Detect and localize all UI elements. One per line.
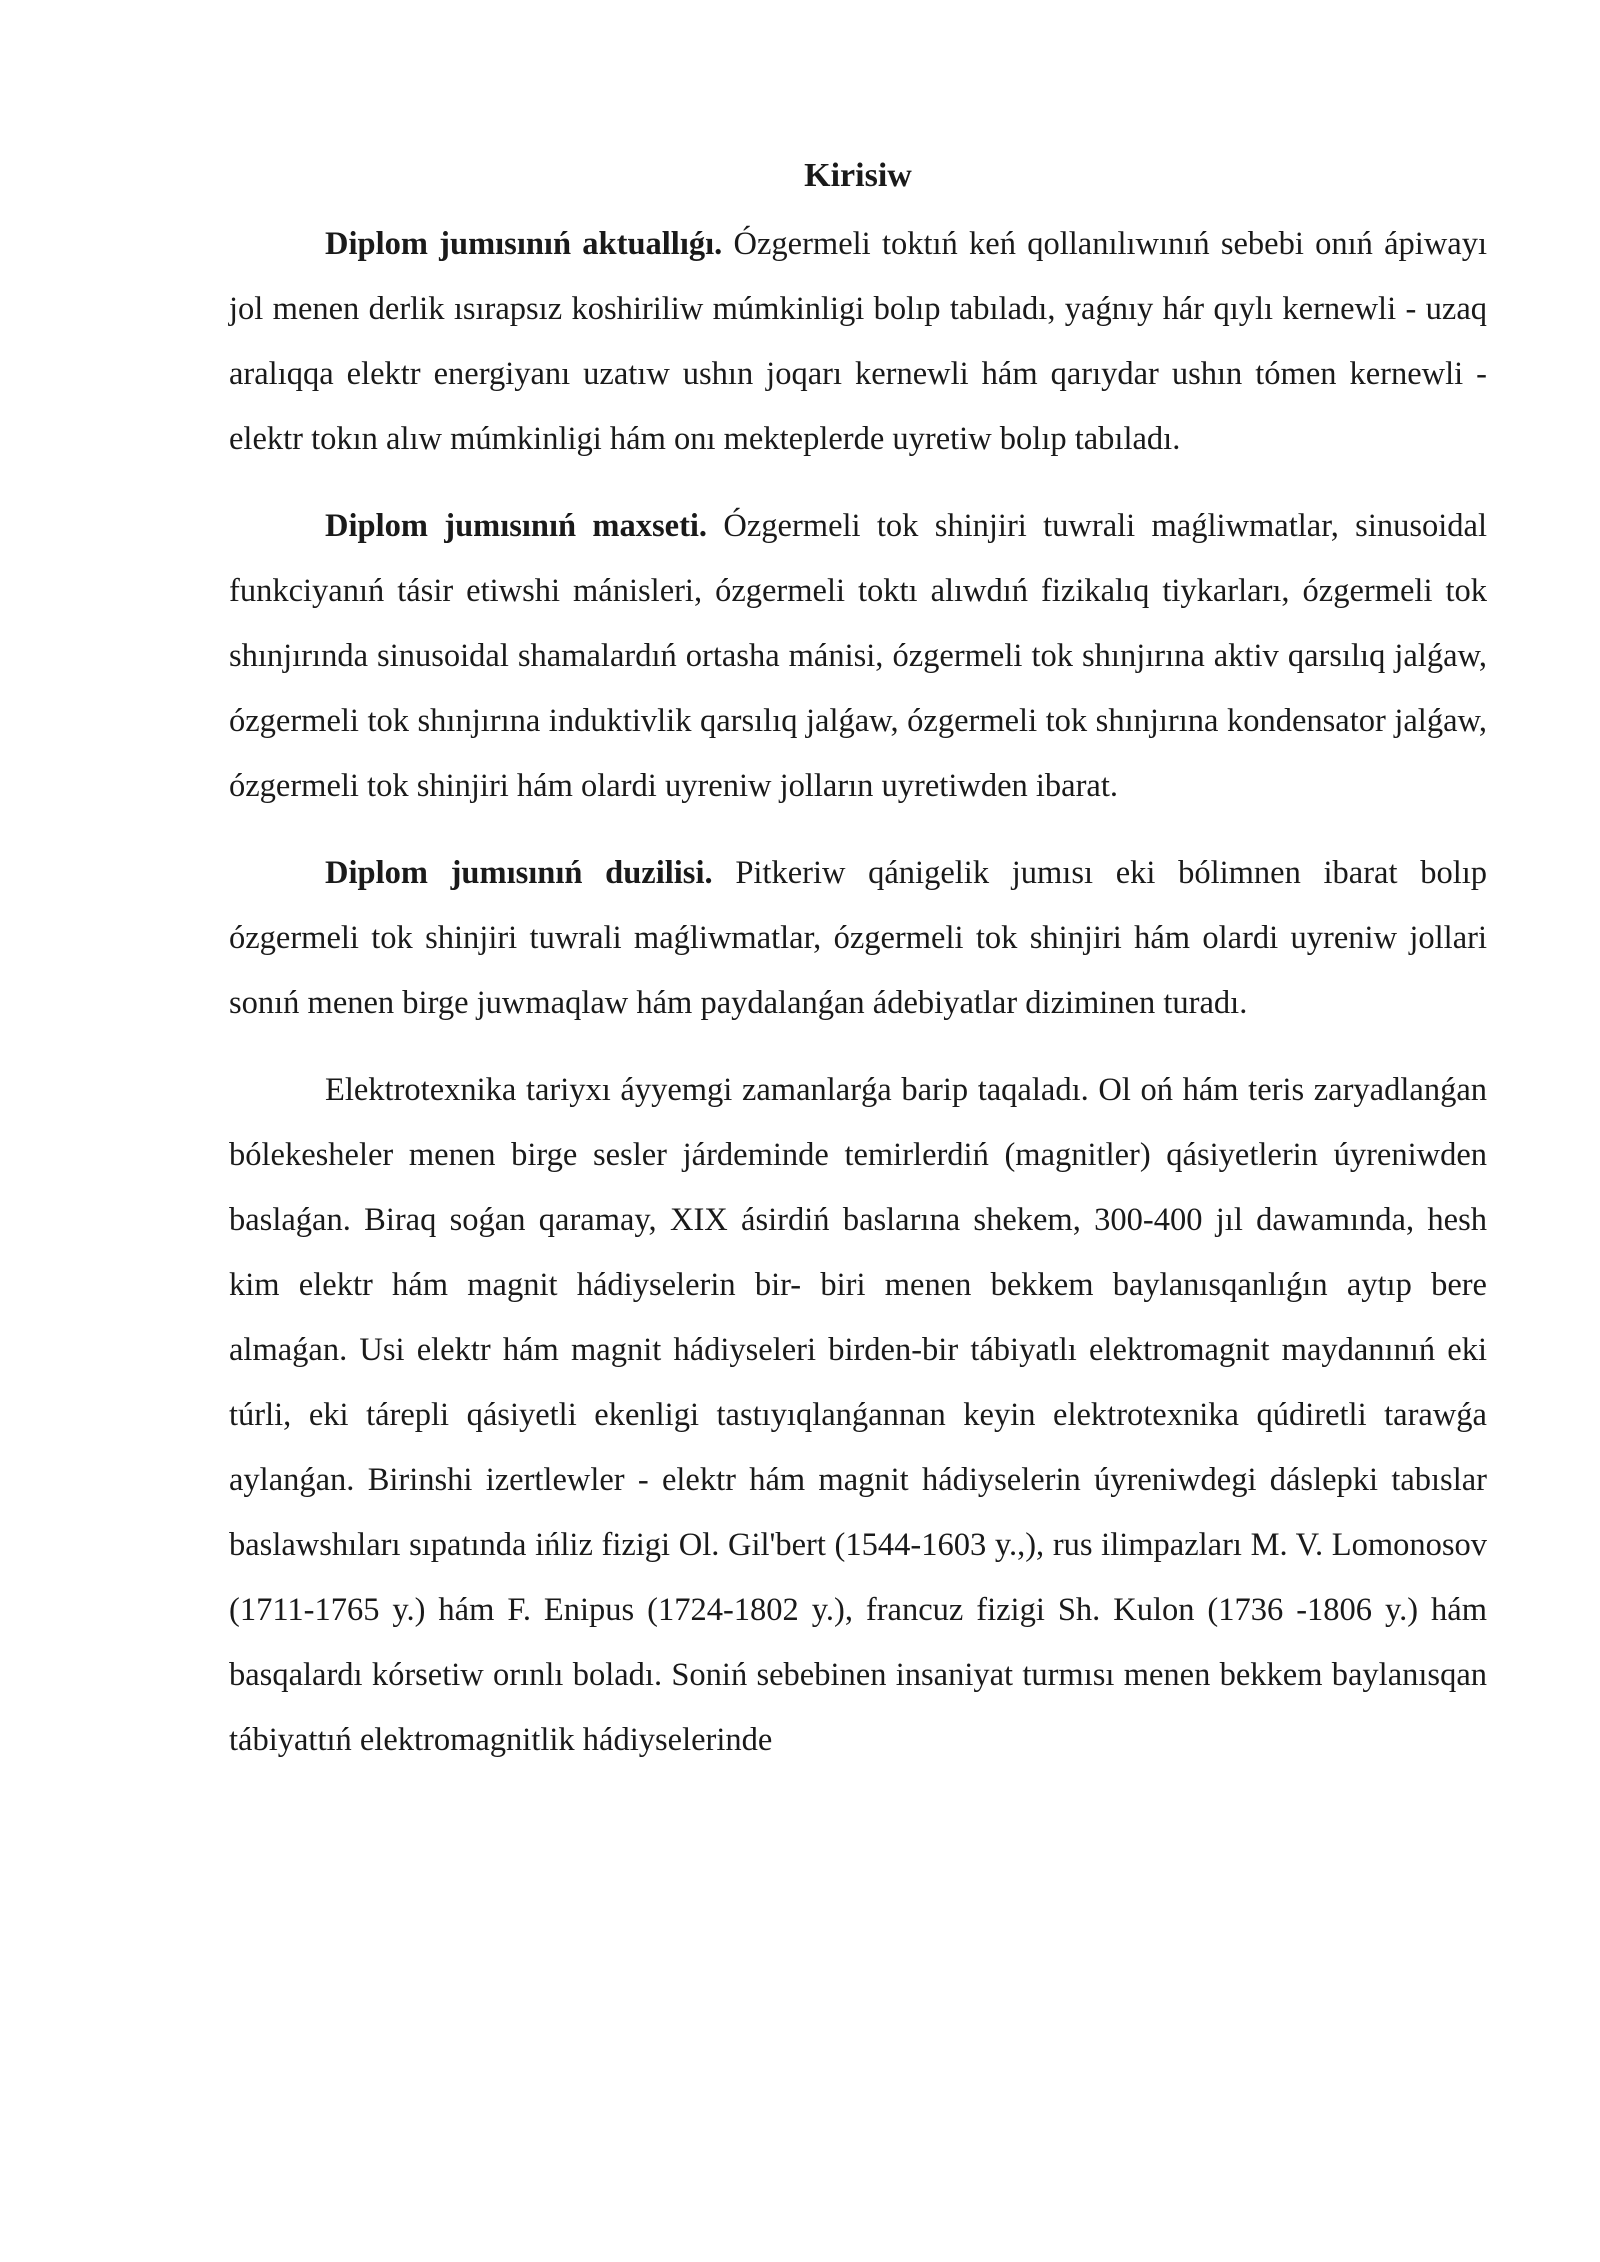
paragraph-text: Elektrotexnika tariyxı áyyemgi zamanlarǵa barip taqaladı. Ol oń hám teris zaryadlanǵan bólekesheler menen birge sesler járdeminde temirlerdiń (magnitler) qásiyetlerin úyreniwden baslaǵan. Biraq soǵan qaramay, XIX ásirdiń baslarına shekem, 300-400 jıl dawamında, hesh kim elektr hám magnit hádiyselerin bir- biri menen bekkem baylanısqanlıǵın aytıp bere almaǵan. Usi elektr hám magnit hádiyseleri birden-bir tábiyatlı elektromagnit maydanınıń eki túrli, eki tárepli qásiyetli ekenligi tastıyıqlanǵannan keyin elektrotexnika qúdiretli tarawǵa aylanǵan. Birinshi izertlewler - elektr hám magnit hádiyselerin úyreniwdegi dáslepki tabıslar baslawshıları sıpatında ińliz fizigi Ol. Gil'bert (1544-1603 y.,), rus ilimpazları M. V. Lomonosov (1711-1765 y.) hám F. Enipus (1724-1802 y.), francuz fizigi Sh. Kulon (1736 -1806 y.) hám basqalardı kórsetiw orınlı boladı. Soniń sebebinen insaniyat turmısı menen bekkem baylanısqan tábiyattıń elektromagnitlik hádiyselerinde — [229, 1072, 1487, 1758]
paragraph-lead: Diplom jumısınıń maxseti. — [325, 508, 708, 544]
paragraph-goal — [229, 494, 1487, 819]
page-title: Kirisiw — [804, 157, 912, 194]
document-body — [229, 150, 1487, 1795]
paragraph-text: Pitkeriw qánigelik jumısı eki bólimnen ibarat bolıp ózgermeli tok shinjiri tuwrali maǵliwmatlar, ózgermeli tok shinjiri hám olardi uyreniw jollari sonıń menen birge juwmaqlaw hám paydalanǵan ádebiyatlar diziminen turadı. — [229, 855, 1488, 1021]
paragraph-text: Ózgermeli toktıń keń qollanılıwınıń sebebi onıń ápiwayı jol menen derlik ısırapsız koshiriliw múmkinligi bolıp tabıladı, yaǵnıy hár qıylı kernewli - uzaq aralıqqa elektr energiyanı uzatıw ushın joqarı kernewli hám qarıydar ushın tómen kernewli - elektr tokın alıw múmkinligi hám onı mekteplerde uyretiw bolıp tabıladı. — [229, 226, 1488, 457]
paragraph-history — [229, 1058, 1487, 1773]
paragraph-text: Ózgermeli tok shinjiri tuwrali maǵliwmatlar, sinusoidal funkciyanıń tásir etiwshi mánisleri, ózgermeli toktı alıwdıń fizikalıq tiykarları, ózgermeli tok shınjırında sinusoidal shamalardıń ortasha mánisi, ózgermeli tok shınjırına aktiv qarsılıq jalǵaw, ózgermeli tok shınjırına induktivlik qarsılıq jalǵaw, ózgermeli tok shınjırına kondensator jalǵaw, ózgermeli tok shinjiri hám olardi uyreniw jolların uyretiwden ibarat. — [229, 508, 1487, 804]
paragraph-actuality — [229, 212, 1487, 472]
paragraph-lead: Diplom jumısınıń duzilisi. — [325, 855, 713, 891]
paragraph-structure — [229, 841, 1487, 1036]
paragraph-lead: Diplom jumısınıń aktuallıǵı. — [325, 226, 723, 262]
